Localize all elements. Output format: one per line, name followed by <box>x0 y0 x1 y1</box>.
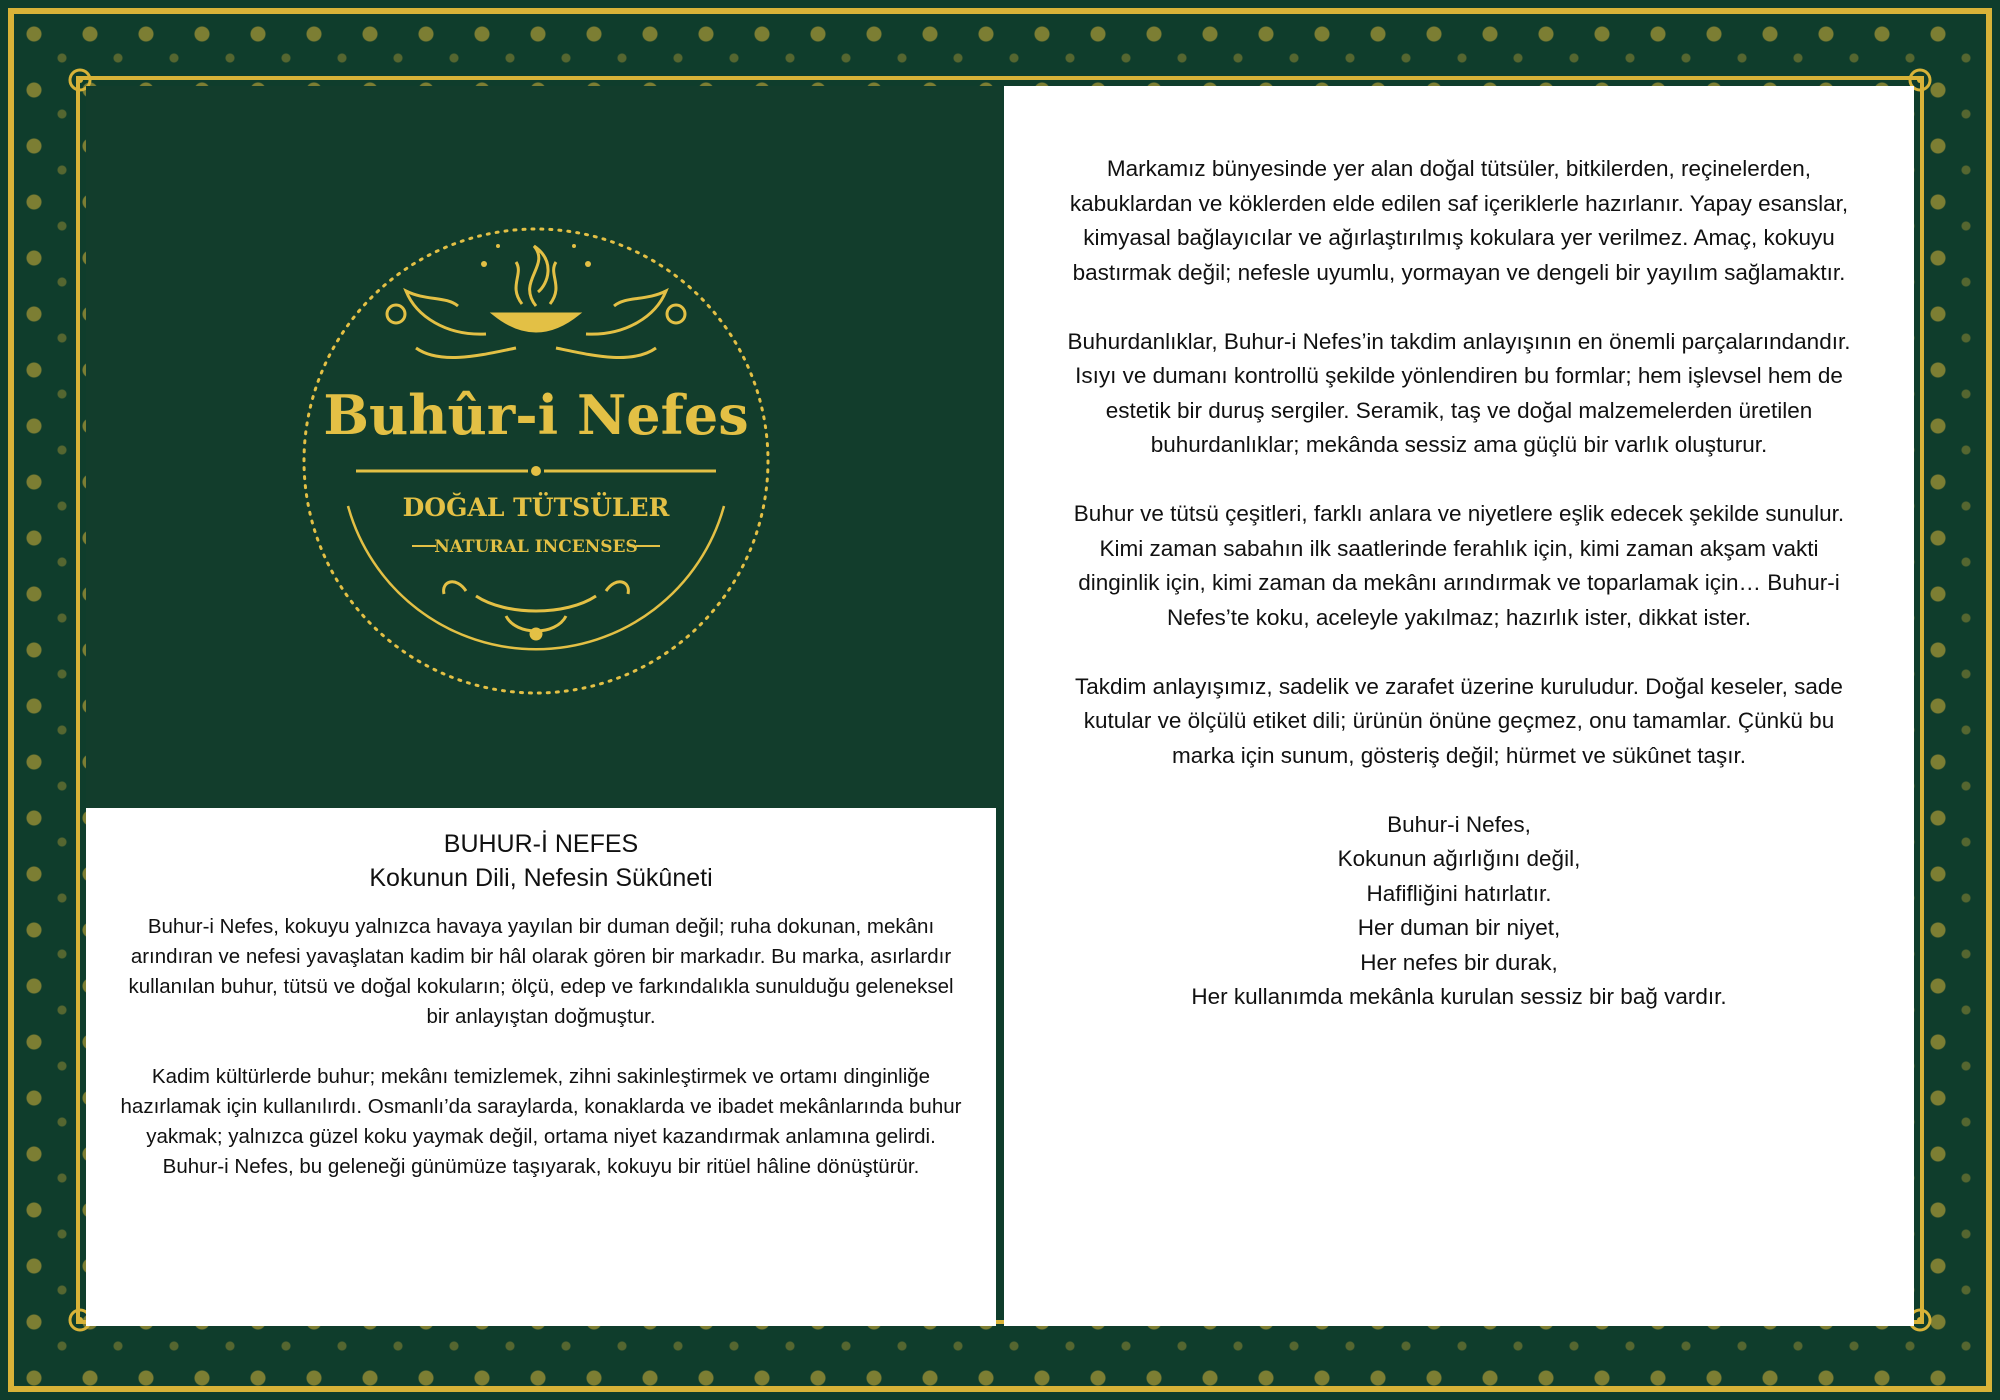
logo-line1-text: DOĞAL TÜTSÜLER <box>402 493 670 522</box>
paragraph: Takdim anlayışımız, sadelik ve zarafet üzerine kuruludur. Doğal keseler, sade kutular ve ölçülü etiket dili; ürünün önüne geçmez, onu tamamlar. Çünkü bu marka için sunum, gösteriş değil; hürmet ve sükûnet taşır. <box>1075 673 1843 768</box>
paragraph: Buhur-i Nefes, kokuyu yalnızca havaya yayılan bir duman değil; ruha dokunan, mekânı arındıran ve nefesi yavaşlatan kadim bir hâl olarak gören bir markadır. Bu marka, asırlardır kullanılan buhur, tütsü ve doğal kokuların; ölçü, edep ve farkındalıkla sunulduğu geleneksel bir anlayıştan doğmuştur. <box>128 915 954 1028</box>
verse-line: Her nefes bir durak, <box>1360 949 1558 975</box>
verse-line: Her kullanımda mekânla kurulan sessiz bir bağ vardır. <box>1191 984 1727 1009</box>
section-subtitle: Kokunun Dili, Nefesin Sükûneti <box>369 864 713 892</box>
paragraph: Buhurdanlıklar, Buhur-i Nefes’in takdim anlayışının en önemli parçalarındandır. Isıyı ve dumanı kontrollü şekilde yönlendiren bu formlar; hem işlevsel hem de estetik bir duruş sergiler. Seramik, taş ve doğal malzemelerden üretilen buhurdanlıklar; mekânda sessiz ama güçlü bir varlık oluşturur. <box>1067 328 1851 457</box>
paragraph: Markamız bünyesinde yer alan doğal tütsüler, bitkilerden, reçinelerden, kabuklardan ve köklerden elde edilen saf içeriklerle hazırlanır. Yapay esanslar, kimyasal bağlayıcılar ve ağırlaştırılmış kokulara yer verilmez. Amaç, kokuyu bastırmak değil; nefesle uyumlu, yormayan ve dengeli bir yayılım sağlamaktır. <box>1069 156 1849 285</box>
logo-panel <box>86 86 1002 808</box>
logo-brand-text: Buhûr-i Nefes <box>323 383 749 447</box>
verse-line: Kokunun ağırlığını değil, <box>1337 846 1581 871</box>
verse-line: Buhur-i Nefes, <box>1387 811 1531 837</box>
details-body <box>1066 152 1852 1049</box>
verse-line: Her duman bir niyet, <box>1357 915 1561 940</box>
paragraph: Buhur ve tütsü çeşitleri, farklı anlara ve niyetlere eşlik edecek şekilde sunulur. Kimi zaman sabahın ilk saatlerinde ferahlık için, kimi zaman akşam vakti dinginlik için, kimi zaman da mekânı arındırmak ve toparlamak için… Buhur-i Nefes’te koku, aceleyle yakılmaz; hazırlık ister, dikkat ister. <box>1073 501 1845 630</box>
intro-body <box>120 912 962 1212</box>
closing-verse <box>1066 808 1852 1015</box>
paragraph: Kadim kültürlerde buhur; mekânı temizlemek, zihni sakinleştirmek ve ortamı dinginliğe hazırlamak için kullanılırdı. Osmanlı’da saraylarda, konaklarda ve ibadet mekânlarında buhur yakmak; yalnızca güzel koku yaymak değil, ortama niyet kazandırmak anlamına gelirdi. Buhur-i Nefes, bu geleneği günümüze taşıyarak, kokuyu bir ritüel hâline dönüştürür. <box>120 1065 962 1178</box>
intro-text-panel <box>86 808 996 1326</box>
logo-line2-text: NATURAL INCENSES <box>434 537 638 557</box>
bottom-flourish-icon <box>444 582 629 639</box>
section-title: BUHUR-İ NEFES <box>443 830 639 858</box>
verse-line: Hafifliğini hatırlatır. <box>1366 880 1552 906</box>
incense-bowl-icon <box>494 246 578 331</box>
brand-logo <box>86 86 1002 808</box>
details-text-panel <box>1004 86 1914 1326</box>
